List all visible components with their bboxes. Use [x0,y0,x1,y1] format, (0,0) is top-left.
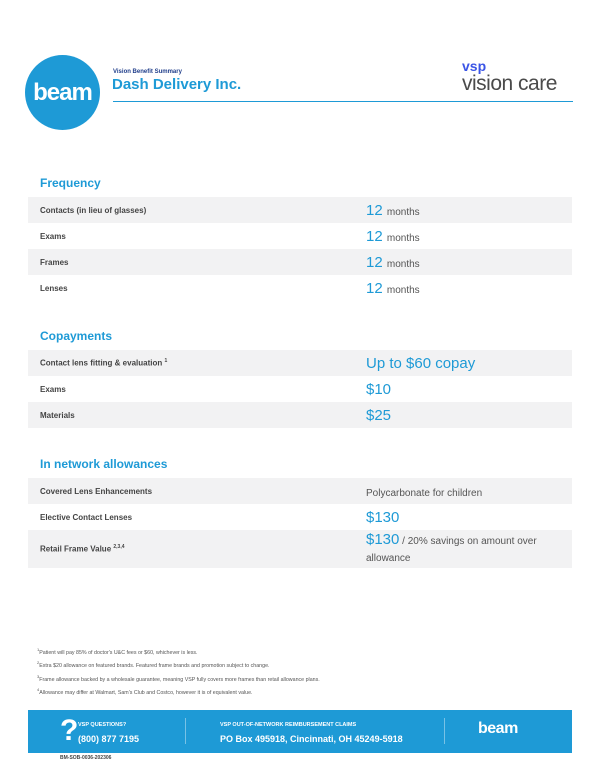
footnote-text: Allowance may differ at Walmart, Sam's Club and Costco, however it is of equivalent value. [39,689,253,696]
footnote-num: 1 [37,647,40,652]
copayments-table [28,350,572,428]
value-number: $130 [366,531,400,548]
value-number: 12 [366,253,383,271]
footnote-text: Patient will pay 85% of doctor's U&C fees or $60, whichever is less. [39,649,198,656]
label-text: Contact lens fitting & evaluation [40,358,163,368]
row-label: Frames [40,257,69,267]
header-divider [113,101,573,102]
label-text: Retail Frame Value [40,544,112,554]
row-label: Materials [40,410,75,420]
row-label: Lenses [40,283,68,293]
footnote [37,685,320,698]
value-text: Polycarbonate for children [366,487,483,499]
value-number: 12 [366,201,383,219]
footnote [37,658,320,671]
footnote-text: Extra $20 allowance on featured brands. Featured frame brands and promotion subject to change. [39,663,270,670]
questions-label: VSP QUESTIONS? [78,722,127,728]
table-row [28,275,572,301]
row-value [366,483,482,500]
footnote-num: 3 [37,673,40,679]
value-unit: months [386,284,420,296]
row-label [40,358,366,368]
claims-address: PO Box 495918, Cincinnati, OH 45249-5918 [220,734,403,744]
footnote-ref: 2,3,4 [113,544,125,551]
row-label: Covered Lens Enhancements [40,486,153,496]
row-value: $10 [366,380,392,398]
row-value [366,280,420,297]
value-number: 12 [366,227,383,245]
row-label: Exams [40,384,66,394]
footnotes [37,645,320,698]
value-unit: months [386,206,420,218]
question-icon: ? [60,714,79,747]
row-value: $25 [366,406,392,424]
footnote [37,645,320,658]
row-value: $130 [366,508,400,526]
row-value [366,254,420,271]
row-label [40,544,366,554]
company-name: Dash Delivery Inc. [112,76,242,93]
footnote-text: Frame allowance backed by a wholesale guarantee, meaning VSP fully covers more frames than retail allowance plans. [39,676,320,683]
footer-divider [185,718,186,744]
table-row [28,478,572,504]
allowances-table [28,478,572,568]
section-title-copayments: Copayments [40,329,113,343]
vision-care-logo: vision care [462,72,557,95]
row-label: Contacts (in lieu of glasses) [40,205,147,215]
value-note: / 20% savings on amount over allowance [366,536,537,564]
footnote [37,672,320,685]
value-unit: months [386,258,420,270]
document-subtitle: Vision Benefit Summary [113,69,182,75]
table-row [28,402,572,428]
value-number: 12 [366,279,383,297]
table-row [28,249,572,275]
table-row [28,530,572,568]
footnote-num: 4 [37,686,40,692]
table-row [28,376,572,402]
value-unit: months [386,232,420,244]
row-value [366,532,556,566]
section-title-frequency: Frequency [40,176,101,190]
table-row [28,197,572,223]
footnote-num: 2 [37,660,40,666]
footer-divider [444,718,445,744]
section-title-allowances: In network allowances [40,457,168,471]
row-value: Up to $60 copay [366,354,476,372]
row-value [366,228,420,245]
beam-footer-logo: beam [478,720,518,737]
phone-number[interactable]: (800) 877 7195 [78,734,140,744]
claims-label: VSP OUT-OF-NETWORK REIMBURSEMENT CLAIMS [220,722,357,728]
vsp-logo: vsp [462,58,487,74]
row-label: Elective Contact Lenses [40,512,133,522]
frequency-table [28,197,572,301]
footnote-ref: 1 [164,358,168,365]
contact-footer [28,710,572,753]
row-value [366,202,420,219]
beam-logo: beam [25,55,100,130]
table-row [28,223,572,249]
row-label: Exams [40,231,66,241]
table-row [28,504,572,530]
document-id: BM-SOB-0036-202306 [60,755,112,761]
table-row [28,350,572,376]
